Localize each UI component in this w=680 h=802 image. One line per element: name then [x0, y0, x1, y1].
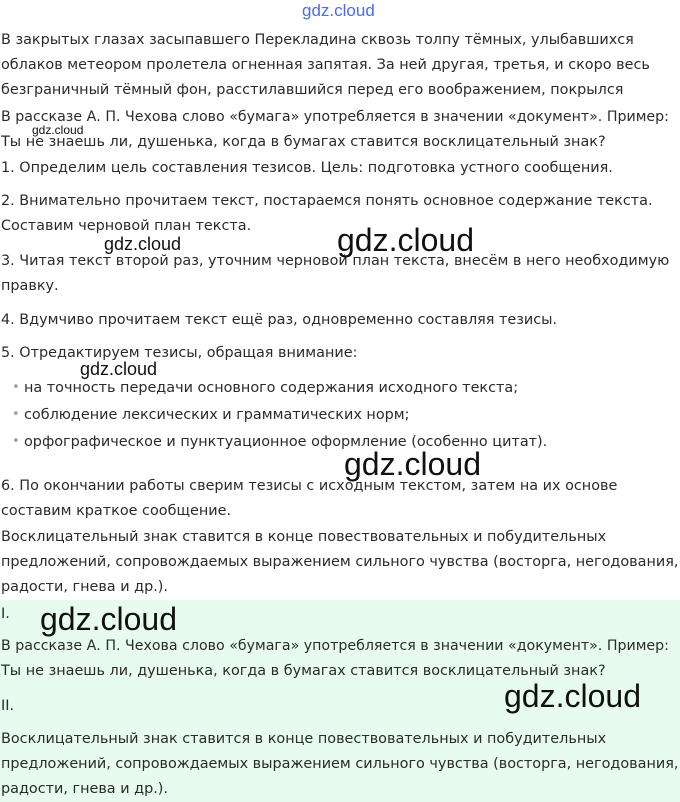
- step-3: 3. Читая текст второй раз, уточним черновой план текста, внесём в него необходимую: [1, 253, 670, 269]
- step-5: 5. Отредактируем тезисы, обращая внимание:: [1, 345, 358, 361]
- intro-line: В закрытых глазах засыпавшего Перекладина сквозь толпу тёмных, улыбавшихся: [1, 32, 634, 48]
- example-line: В рассказе А. П. Чехова слово «бумага» употребляется в значении «документ». Пример:: [1, 109, 669, 125]
- step-1: 1. Определим цель составления тезисов. Цель: подготовка устного сообщения.: [1, 160, 613, 176]
- rule-line: Восклицательный знак ставится в конце повествовательных и побудительных: [1, 529, 607, 545]
- answer-text-line: радости, гнева и др.).: [1, 781, 168, 797]
- answer-text-line: предложений, сопровождаемых выражением сильного чувства (восторга, негодования,: [1, 756, 679, 772]
- answer-text-line: В рассказе А. П. Чехова слово «бумага» употребляется в значении «документ». Пример:: [1, 638, 669, 654]
- watermark: gdz.cloud: [337, 222, 474, 258]
- bullet-icon: •: [12, 407, 20, 422]
- watermark: gdz.cloud: [104, 234, 182, 254]
- answer-text-line: Ты не знаешь ли, душенька, когда в бумагах ставится восклицательный знак?: [1, 663, 606, 679]
- step-4: 4. Вдумчиво прочитаем текст ещё раз, одновременно составляя тезисы.: [1, 312, 558, 328]
- list-item: на точность передачи основного содержания исходного текста;: [24, 380, 519, 396]
- intro-line: облаков метеором пролетела огненная запятая. За ней другая, третья, и скоро весь: [1, 57, 650, 73]
- watermark: gdz.cloud: [32, 123, 84, 137]
- answer-text-line: Восклицательный знак ставится в конце повествовательных и побудительных: [1, 731, 607, 747]
- watermark: gdz.cloud: [344, 446, 481, 482]
- answer-label-1: I.: [1, 606, 10, 622]
- watermark: gdz.cloud: [302, 1, 375, 20]
- answer-label-2: II.: [1, 698, 15, 714]
- intro-line: безграничный тёмный фон, расстилавшийся перед его воображением, покрылся: [1, 82, 624, 98]
- example-line: Ты не знаешь ли, душенька, когда в бумагах ставится восклицательный знак?: [1, 134, 606, 150]
- rule-line: предложений, сопровождаемых выражением сильного чувства (восторга, негодования,: [1, 554, 679, 570]
- watermark: gdz.cloud: [40, 601, 177, 637]
- step-6-cont: составим краткое сообщение.: [1, 503, 232, 519]
- watermark: gdz.cloud: [504, 678, 641, 714]
- bullet-icon: •: [12, 380, 20, 395]
- step-2: 2. Внимательно прочитаем текст, постараемся понять основное содержание текста.: [1, 193, 653, 209]
- bullet-icon: •: [12, 434, 20, 449]
- list-item: соблюдение лексических и грамматических норм;: [24, 407, 410, 423]
- watermark: gdz.cloud: [80, 359, 158, 379]
- rule-line: радости, гнева и др.).: [1, 579, 168, 595]
- step-3-cont: правку.: [1, 278, 59, 294]
- step-2-cont: Составим черновой план текста.: [1, 218, 252, 234]
- list-item: орфографическое и пунктуационное оформление (особенно цитат).: [24, 434, 548, 450]
- step-6: 6. По окончании работы сверим тезисы с исходным текстом, затем на их основе: [1, 478, 618, 494]
